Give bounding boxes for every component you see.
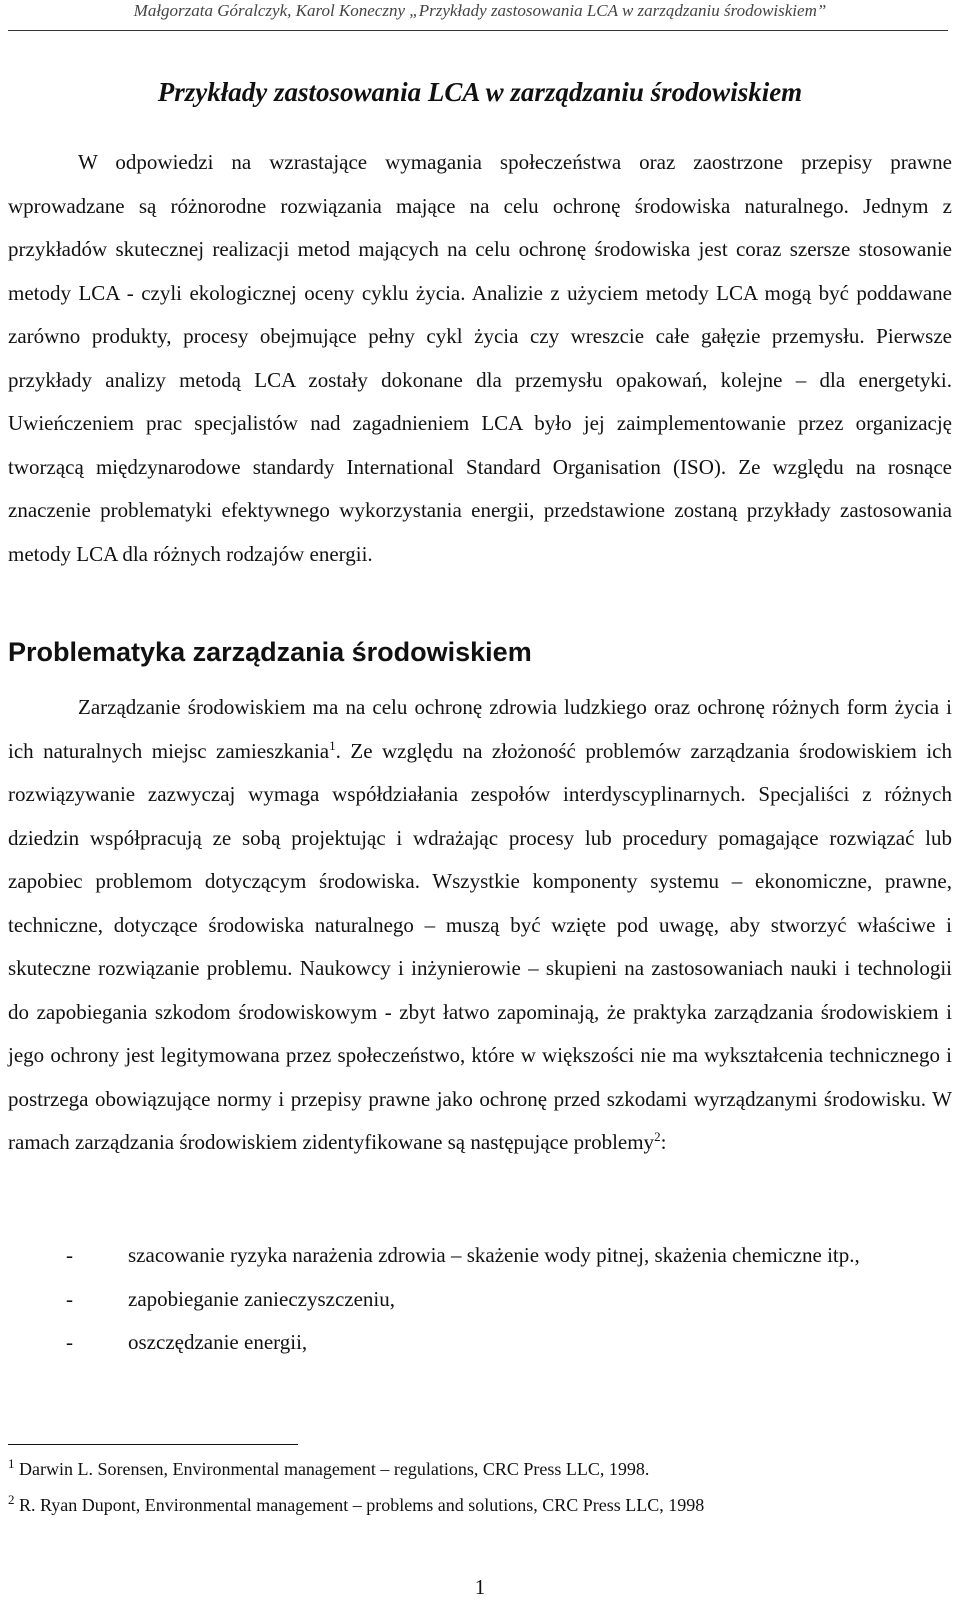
list-dash: - (66, 1243, 73, 1267)
list-item (8, 1234, 952, 1278)
footnote-text: R. Ryan Dupont, Environmental management – problems and solutions, CRC Press LLC, 1998 (14, 1495, 705, 1515)
problem-list (8, 1234, 952, 1365)
section-text-part-c: : (660, 1130, 667, 1154)
section-heading: Problematyka zarządzania środowiskiem (8, 637, 532, 667)
header-divider (8, 30, 948, 31)
footnote-number: 1 (8, 1456, 15, 1471)
list-item-text: szacowanie ryzyka narażenia zdrowia – skażenie wody pitnej, skażenia chemiczne itp., (128, 1243, 860, 1267)
list-dash: - (66, 1286, 73, 1311)
footnote-ref-2[interactable]: 2 (654, 1129, 661, 1144)
list-item-text: oszczędzanie energii, (128, 1330, 308, 1354)
footnote-number: 2 (8, 1492, 15, 1507)
list-item-text: zapobieganie zanieczyszczeniu, (128, 1286, 396, 1311)
intro-paragraph: W odpowiedzi na wzrastające wymagania społeczeństwa oraz zaostrzone przepisy prawne wprowadzane są różnorodne rozwiązania mające na celu ochronę środowiska naturalnego. Jednym z przykładów skutecznej realizacji metod mających na celu ochronę środowiska jest coraz szersze stosowanie metody LCA - czyli ekologicznej oceny cyklu życia. Analizie z użyciem metody LCA mogą być poddawane zarówno produkty, procesy obejmujące pełny cykl życia czy wreszcie całe gałęzie przemysłu. Pierwsze przykłady analizy metodą LCA zostały dokonane dla przemysłu opakowań, kolejne – dla energetyki. Uwieńczeniem prac specjalistów nad zagadnieniem LCA było jej zaimplementowanie przez organizację tworzącą międzynarodowe standardy International Standard Organisation (ISO). Ze względu na rosnące znaczenie problematyki efektywnego wykorzystania energii, przedstawione zostaną przykłady zastosowania metody LCA dla różnych rodzajów energii. (8, 150, 952, 566)
section-text-part-a: Zarządzanie środowiskiem ma na celu ochronę zdrowia ludzkiego oraz ochronę różnych form życia i ich naturalnych miejsc zamieszkania (8, 695, 952, 763)
list-item (8, 1321, 952, 1365)
footnote-1 (8, 1458, 649, 1480)
footnote-divider (8, 1444, 298, 1445)
footnote-ref-1[interactable]: 1 (329, 737, 336, 753)
list-dash: - (66, 1330, 73, 1354)
document-title: Przykłady zastosowania LCA w zarządzaniu środowiskiem (157, 77, 803, 108)
section-paragraph (8, 686, 952, 1165)
footnote-2 (8, 1494, 704, 1516)
section-text-part-b: . Ze względu na złożoność problemów zarządzania środowiskiem ich rozwiązywanie zazwyczaj wymaga współdziałania zespołów interdyscyplinarnych. Specjaliści z różnych dziedzin współpracują ze sobą projektując i wdrażając procesy lub procedury pomagające rozwiązać lub zapobiec problemom dotyczącym środowiska. Wszystkie komponenty systemu – ekonomiczne, prawne, techniczne, dotyczące środowiska naturalnego – muszą być wzięte pod uwagę, aby stworzyć właściwe i skuteczne rozwiązanie problemu. Naukowcy i inżynierowie – skupieni na zastosowaniach nauki i technologii do zapobiegania szkodom środowiskowym - zbyt łatwo zapominają, że praktyka zarządzania środowiskiem i jego ochrony jest legitymowana przez społeczeństwo, które w większości nie ma wykształcenia technicznego i postrzega obowiązujące normy i przepisy prawne jako ochronę przed szkodami wyrządzanymi środowisku. W ramach zarządzania środowiskiem zidentyfikowane są następujące problemy (8, 738, 952, 1154)
running-head: Małgorzata Góralczyk, Karol Koneczny „Przykłady zastosowania LCA w zarządzaniu środowiskiem” (133, 1, 827, 20)
list-item (8, 1278, 952, 1322)
footnote-text: Darwin L. Sorensen, Environmental management – regulations, CRC Press LLC, 1998. (14, 1459, 650, 1479)
page-number: 1 (474, 1575, 486, 1599)
